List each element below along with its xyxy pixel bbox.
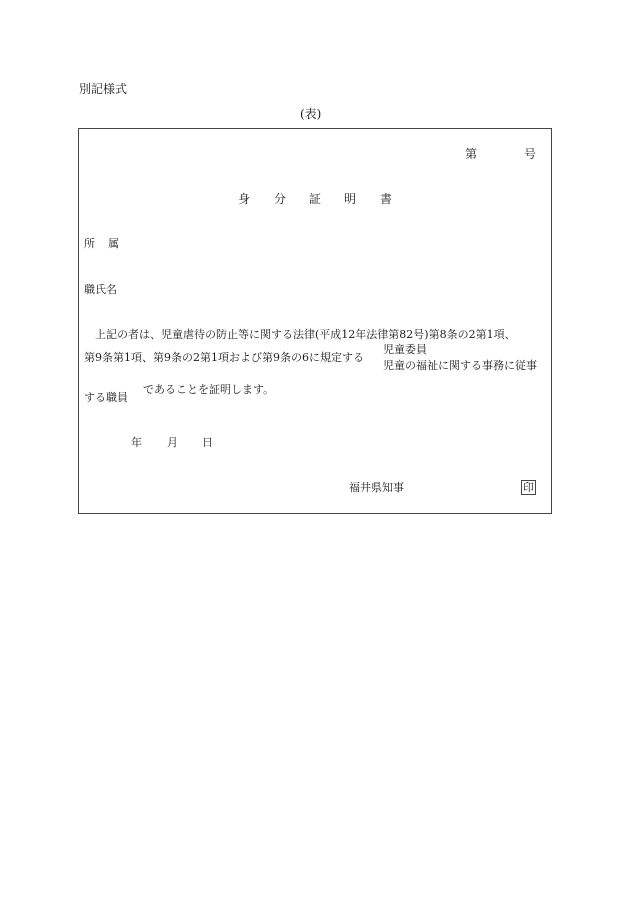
title-char: 身 xyxy=(238,192,251,206)
seal-label: 印 xyxy=(523,481,534,494)
certificate-frame xyxy=(78,128,552,514)
affiliation-char: 所 xyxy=(84,237,95,250)
body-line-3-start: する職員 xyxy=(84,391,128,404)
body-line-3-end: であることを証明します。 xyxy=(143,383,275,396)
title-char: 書 xyxy=(380,192,393,206)
role-option-2: 児童の福祉に関する事務に従事 xyxy=(383,359,537,372)
body-line-1: 上記の者は、児童虐待の防止等に関する法律(平成12年法律第82号)第8条の2第1項、 xyxy=(95,328,516,341)
seal-mark xyxy=(521,480,536,495)
title-char: 明 xyxy=(344,192,357,206)
number-suffix: 号 xyxy=(524,147,537,161)
affiliation-char: 属 xyxy=(108,237,119,250)
title-char: 分 xyxy=(274,192,287,206)
side-label: (表) xyxy=(300,107,322,121)
date-day: 日 xyxy=(202,436,213,449)
number-prefix: 第 xyxy=(465,147,478,161)
date-year: 年 xyxy=(131,436,142,449)
body-line-2: 第9条第1項、第9条の2第1項および第9条の6に規定する xyxy=(84,351,364,364)
form-label: 別記様式 xyxy=(79,82,128,96)
role-option-1: 児童委員 xyxy=(383,343,427,356)
date-month: 月 xyxy=(167,436,178,449)
name-label: 職氏名 xyxy=(84,283,117,296)
issuer-name: 福井県知事 xyxy=(349,481,404,494)
title-char: 証 xyxy=(309,192,322,206)
